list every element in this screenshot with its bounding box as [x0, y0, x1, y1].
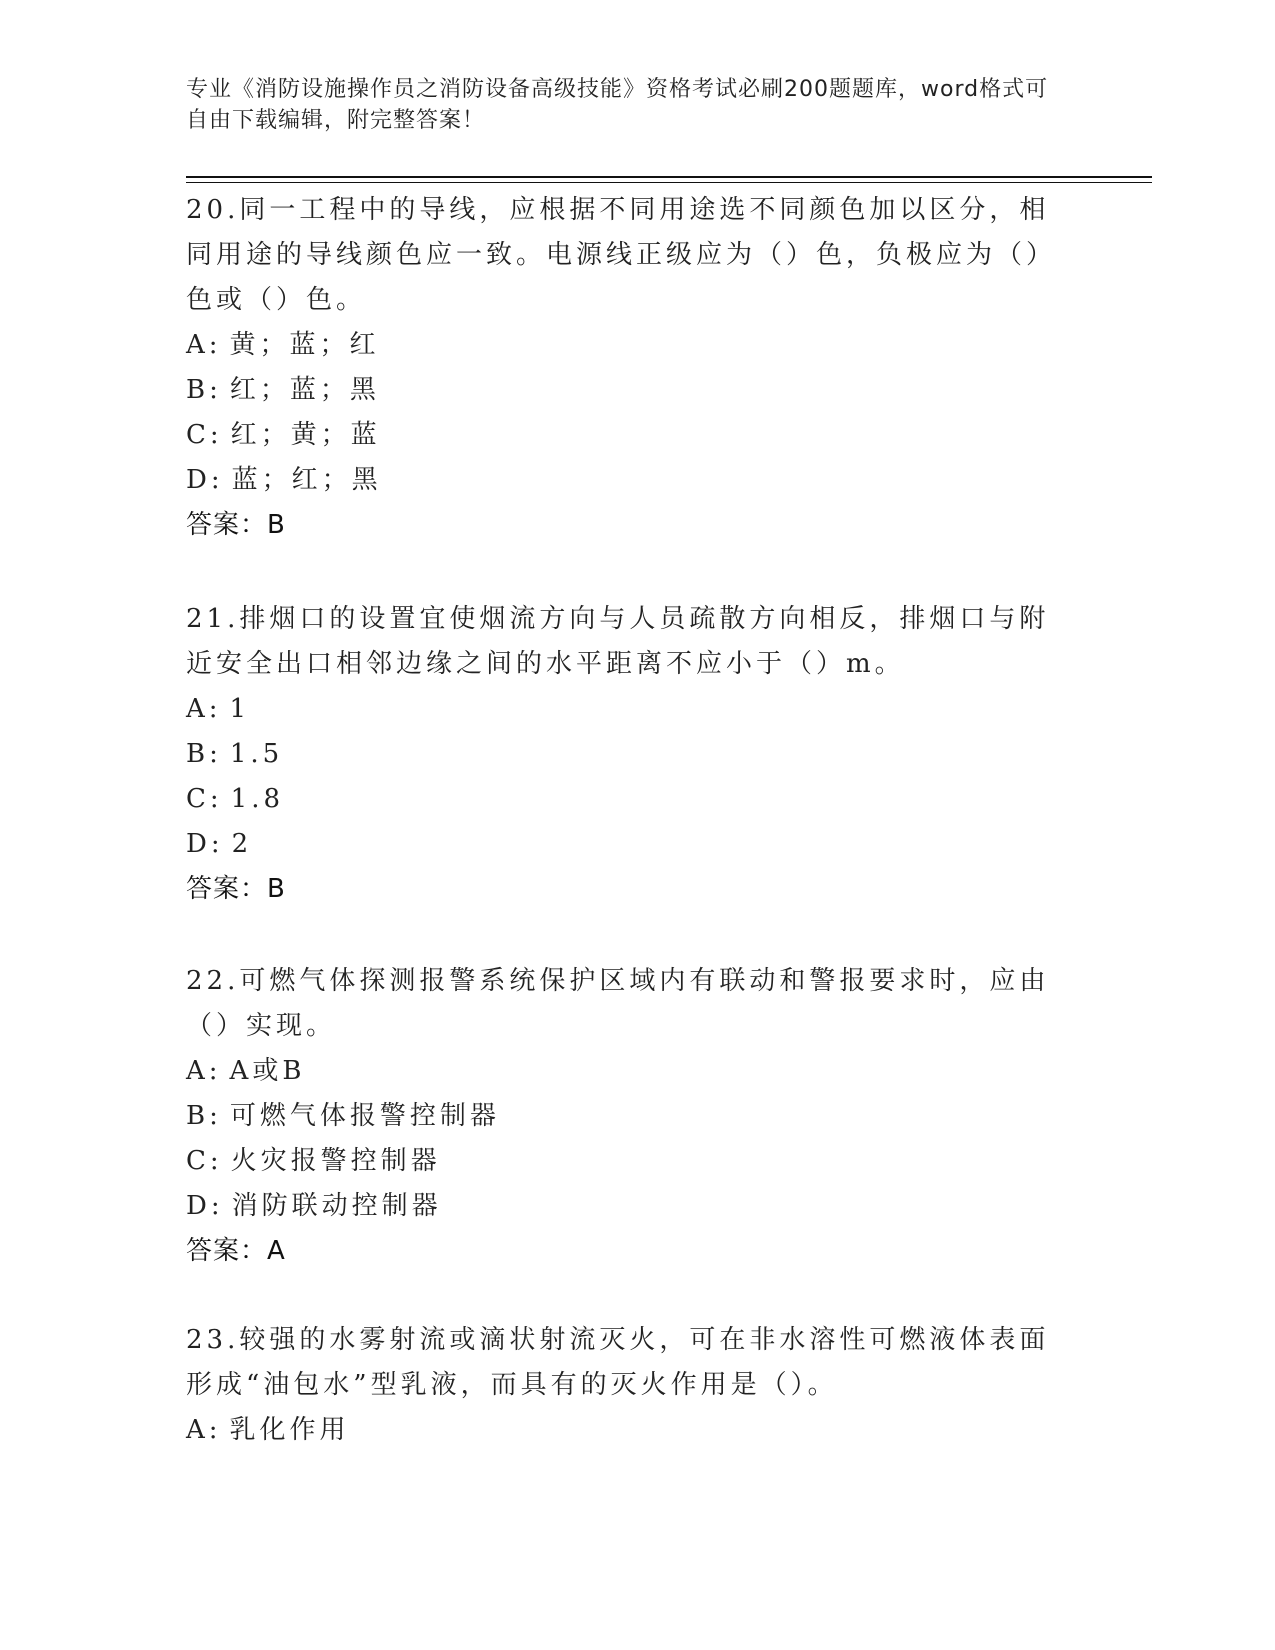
option-label: C:	[186, 784, 223, 814]
option-d	[186, 458, 1066, 503]
answer-line: 答案：B	[186, 510, 286, 540]
question-23	[186, 1318, 1066, 1453]
question-20	[186, 188, 1066, 548]
option-label: A:	[186, 330, 222, 360]
option-c	[186, 413, 1066, 458]
option-text: A或B	[229, 1056, 306, 1086]
option-text: 蓝；红；黑	[231, 465, 382, 495]
header-rule-thin	[186, 182, 1152, 183]
option-b	[186, 732, 1066, 777]
option-text: 火灾报警控制器	[230, 1146, 441, 1176]
option-c	[186, 1139, 1066, 1184]
answer-line: 答案：A	[186, 1236, 286, 1266]
option-text: 1	[229, 694, 251, 724]
option-c	[186, 777, 1066, 822]
option-text: 红；蓝；黑	[229, 375, 380, 405]
answer-line: 答案：B	[186, 874, 286, 904]
question-21	[186, 597, 1066, 912]
option-label: A:	[186, 1415, 222, 1445]
question-stem: 22.可燃气体探测报警系统保护区域内有联动和警报要求时，应由（）实现。	[186, 966, 1050, 1041]
option-b	[186, 1094, 1066, 1139]
option-a	[186, 1049, 1066, 1094]
option-a	[186, 323, 1066, 368]
option-label: C:	[186, 420, 223, 450]
option-b	[186, 368, 1066, 413]
header-rule-thick	[186, 176, 1152, 178]
option-text: 黄；蓝；红	[229, 330, 380, 360]
option-text: 1.8	[230, 784, 285, 814]
option-a	[186, 687, 1066, 732]
option-label: A:	[186, 694, 222, 724]
option-label: D:	[186, 1191, 224, 1221]
option-d	[186, 822, 1066, 867]
option-text: 消防联动控制器	[231, 1191, 442, 1221]
option-text: 可燃气体报警控制器	[229, 1101, 500, 1131]
option-label: A:	[186, 1056, 222, 1086]
option-label: C:	[186, 1146, 223, 1176]
option-label: B:	[186, 739, 222, 769]
option-a	[186, 1408, 1066, 1453]
option-label: B:	[186, 375, 222, 405]
option-label: D:	[186, 829, 224, 859]
question-stem: 23.较强的水雾射流或滴状射流灭火，可在非水溶性可燃液体表面形成“油包水”型乳液，而具有的灭火作用是（）。	[186, 1325, 1050, 1400]
option-text: 1.5	[229, 739, 284, 769]
question-22	[186, 959, 1066, 1274]
document-header: 专业《消防设施操作员之消防设备高级技能》资格考试必刷200题题库，word格式可自由下载编辑，附完整答案！	[186, 77, 1049, 133]
option-label: B:	[186, 1101, 222, 1131]
option-text: 红；黄；蓝	[230, 420, 381, 450]
option-text: 乳化作用	[229, 1415, 350, 1445]
question-stem: 21.排烟口的设置宜使烟流方向与人员疏散方向相反，排烟口与附近安全出口相邻边缘之间的水平距离不应小于（）m。	[186, 604, 1050, 679]
question-stem: 20.同一工程中的导线，应根据不同用途选不同颜色加以区分，相同用途的导线颜色应一致。电源线正级应为（）色，负极应为（）色或（）色。	[186, 195, 1057, 315]
option-d	[186, 1184, 1066, 1229]
option-label: D:	[186, 465, 224, 495]
option-text: 2	[231, 829, 253, 859]
